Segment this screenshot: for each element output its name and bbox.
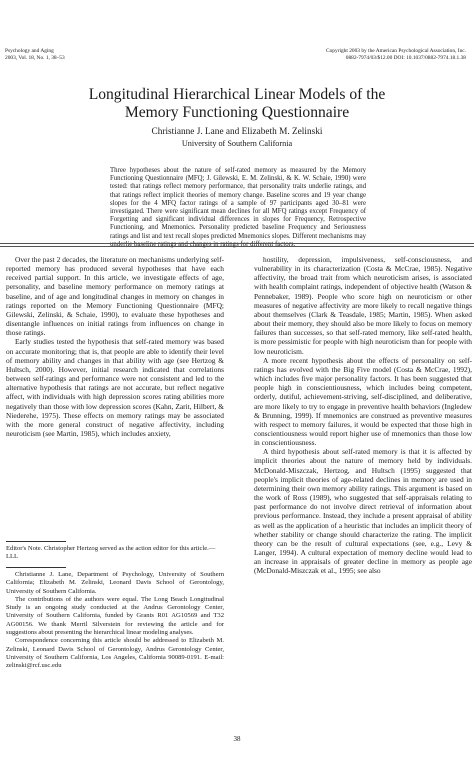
footnote-correspondence: Correspondence concerning this article should be addressed to Elizabeth M. Zelinski, Leonard Davis School of Gerontology, Andrus Gerontology Center, University of Southern California, Los Angeles, California 90089-0191. E-mail: zelinski@rcf.usc.edu bbox=[6, 637, 224, 670]
abstract: Three hypotheses about the nature of self-rated memory as measured by the Memory Functioning Questionnaire (MFQ; J. Gilewski, E. M. Zelinski, & K. W. Schaie, 1990) were tested: that ratings reflect memory performance, that personality traits underlie ratings, and that ratings reflect implicit theories of memory change. Baseline scores and 19 year change slopes for the 4 MFQ factor ratings of a sample of 97 participants aged 30–81 were investigated. There were significant mean declines for all MFQ ratings except Frequency of Forgetting and significant individual differences in slopes for Frequency, Retrospective Functioning, and Mnemonics. Personality predicted baseline Frequency and Seriousness ratings and list and text recall slopes predicted Mnemonics slopes. Different mechanisms may underlie baseline ratings and changes in ratings for different factors. bbox=[110, 167, 366, 248]
left-paragraph-1: Over the past 2 decades, the literature on mechanisms underlying self-reported memory has produced several hypotheses that have each received partial support. In this article, we investigate effects of age, personality, and baseline memory performance on memory ratings at baseline, and of age and longitudinal changes in memory on changes in ratings reported on the Memory Functioning Questionnaire (MFQ; Gilewski, Zelinski, & Schaie, 1990), to evaluate these hypotheses and disentangle influences on initial ratings from influences on change in those ratings. bbox=[6, 255, 224, 338]
copyright-line: Copyright 2003 by the American Psychological Association, Inc. bbox=[326, 48, 466, 54]
right-column bbox=[254, 255, 472, 575]
right-paragraph-3: A third hypothesis about self-rated memory is that it is affected by implicit theories about the nature of memory held by individuals. McDonald-Miszczak, Hertzog, and Hultsch (1995) suggested that people's implicit theories of age-related declines in memory are used in determining their own memory ability ratings. This argument is based on the work of Ross (1989), who suggested that self-appraisals relating to past performance do not involve direct retrieval of information about previous performance. Instead, they include a present appraisal of ability as well as the application of a heuristic that includes an implicit theory of whether stability or change should characterize the rating. The implicit theory can be the result of cultural expectations (see, e.g., Levy & Langer, 1994). A cultural expectation of memory decline would lead to an increase in appraisals of greater decline in memory as people age (McDonald-Miszczak et al., 1995; see also bbox=[254, 447, 472, 576]
footnote-rule bbox=[6, 567, 66, 568]
top-divider bbox=[0, 243, 474, 244]
copyright-notice bbox=[326, 48, 466, 61]
editor-note-rule bbox=[6, 541, 66, 542]
affiliation: University of Southern California bbox=[181, 139, 293, 148]
journal-citation bbox=[5, 48, 65, 61]
page-number: 38 bbox=[233, 735, 241, 743]
title-line-1: Longitudinal Hierarchical Linear Models of the bbox=[88, 86, 386, 103]
footnote-affiliation: Christianne J. Lane, Department of Psychology, University of Southern California; Elizabeth M. Zelinski, Leonard Davis School of Gerontology, University of Southern California. bbox=[6, 571, 224, 595]
article-title bbox=[0, 86, 474, 122]
journal-name: Psychology and Aging bbox=[5, 48, 54, 54]
left-paragraph-2: Early studies tested the hypothesis that self-rated memory was based on accurate monitoring; that is, that people are able to identify their level of memory ability and changes in that ability with age (see Hertzog & Hultsch, 2000). However, initial research indicated that correlations between self-ratings and performance were not consistent and led to the alternative hypothesis that ratings are not accurate, but reflect negative affect, with individuals with high depression scores rating abilities more negatively than those with low depression scores (Kahn, Zarit, Hilbert, & Niederehe, 1975). These effects on memory ratings may be associated with the more general construct of negative affectivity, including neuroticism (see Martin, 1985), which includes anxiety, bbox=[6, 337, 224, 438]
footnotes bbox=[6, 571, 224, 671]
editor-note: Editor's Note. Christopher Hertzog served as the action editor for this article.—LLL bbox=[6, 545, 216, 561]
journal-volume: 2003, Vol. 18, No. 1, 38–53 bbox=[5, 54, 65, 61]
right-paragraph-1: hostility, depression, impulsiveness, self-consciousness, and vulnerability in its characterization (Costa & McCrae, 1985). Negative affectivity, the broad trait from which neuroticism arises, is associated with health complaint ratings, independent of objective health (Watson & Pennebaker, 1989). People who score high on neuroticism or other measures of negative affectivity are more likely to recall negative things about themselves (Clark & Teasdale, 1985; Martin, 1985). When asked about their memory, they should also be more likely to focus on memory failures than successes, so that self-rated memory, like self-rated health, is more pessimistic for people with high neuroticism than for people with low neuroticism. bbox=[254, 255, 472, 356]
top-divider-2 bbox=[0, 246, 474, 247]
doi-line: 0882-7974/03/$12.00 DOI: 10.1037/0882-7974.18.1.38 bbox=[345, 54, 466, 61]
right-paragraph-2: A more recent hypothesis about the effects of personality on self-ratings has evolved with the Big Five model (Costa & McCrae, 1992), which includes five major personality factors. It has been suggested that people high in conscientiousness, which includes being competent, orderly, dutiful, achievement-striving, self-disciplined, and deliberative, are more likely to try to engage in preventive health behaviors (Ingledew & Brunning, 1999). If mnemonics are construed as preventive measures with respect to memory failures, it would be expected that those high in conscientiousness would report higher use of mnemonics than those low in conscientiousness. bbox=[254, 355, 472, 448]
authors: Christianne J. Lane and Elizabeth M. Zelinski bbox=[151, 127, 323, 137]
left-column bbox=[6, 255, 224, 438]
title-line-2: Memory Functioning Questionnaire bbox=[124, 104, 350, 121]
footnote-acknowledgments: The contributions of the authors were equal. The Long Beach Longitudinal Study is an ongoing study conducted at the Andrus Gerontology Center, University of Southern California, funded by Grants R01 AG10569 and T32 AG00156. We thank Merril Silverstein for reviewing the article and for suggestions about presenting the hierarchical linear modeling analyses. bbox=[6, 595, 224, 637]
